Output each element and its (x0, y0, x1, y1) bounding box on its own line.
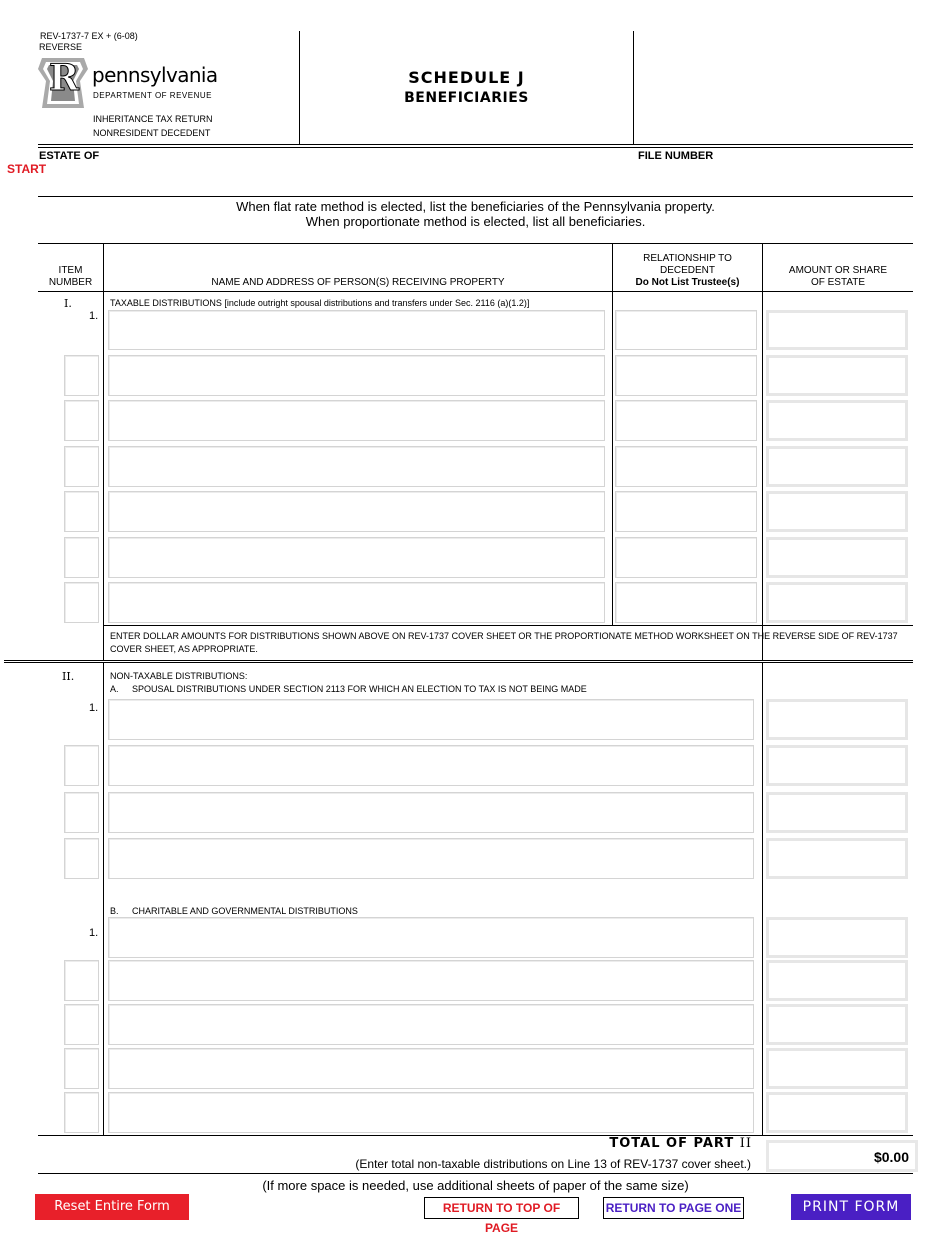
part2b-amount-input[interactable] (766, 960, 908, 1001)
part2-numeral: II. (62, 670, 75, 683)
part2-sub-a-title: SPOUSAL DISTRIBUTIONS UNDER SECTION 2113 FOR WHICH AN ELECTION TO TAX IS NOT BEING MADE (132, 684, 587, 694)
part2b-name-input[interactable] (108, 917, 754, 958)
instructions (38, 199, 913, 229)
part2b-amount-input[interactable] (766, 1092, 908, 1133)
part2a-amount-input[interactable] (766, 838, 908, 879)
total-amount-field[interactable] (766, 1140, 918, 1172)
part1-name-input[interactable] (108, 355, 605, 396)
part1-relationship-input[interactable] (615, 446, 757, 487)
total-amount-value: $0.00 (873, 1149, 909, 1165)
total-note: (Enter total non-taxable distributions on Line 13 of REV-1737 cover sheet.) (355, 1157, 751, 1171)
part1-amount-input[interactable] (766, 537, 908, 578)
part1-item-input[interactable] (64, 446, 99, 487)
part2-sub-b-title: CHARITABLE AND GOVERNMENTAL DISTRIBUTIONS (132, 906, 358, 916)
logo-department: DEPARTMENT OF REVENUE (93, 91, 212, 100)
part1-numeral: I. (64, 297, 72, 310)
part1-title: TAXABLE DISTRIBUTIONS [include outright spousal distributions and transfers under Sec. 2116 (a)(1.2)] (110, 298, 530, 308)
total-label: TOTAL OF PART II (609, 1136, 752, 1151)
part1-name-input[interactable] (108, 446, 605, 487)
return-type-line1: INHERITANCE TAX RETURN (93, 114, 213, 124)
part2a-amount-input[interactable] (766, 699, 908, 740)
estate-of-label: ESTATE OF (39, 150, 100, 162)
return-type-line2: NONRESIDENT DECEDENT (93, 128, 211, 138)
part2-sub-a-letter: A. (110, 684, 119, 694)
return-to-top-button[interactable]: RETURN TO TOP OF PAGE (424, 1197, 579, 1219)
part2a-name-input[interactable] (108, 838, 754, 879)
part1-relationship-input[interactable] (615, 400, 757, 441)
part1-relationship-input[interactable] (615, 491, 757, 532)
logo-letter: R (49, 57, 79, 99)
return-to-page-one-button[interactable]: RETURN TO PAGE ONE (603, 1197, 744, 1219)
part2b-amount-input[interactable] (766, 1004, 908, 1045)
part1-name-input[interactable] (108, 537, 605, 578)
part2b-item-input[interactable] (64, 1048, 99, 1089)
part1-relationship-input[interactable] (615, 537, 757, 578)
part2b-item-input[interactable] (64, 1004, 99, 1045)
part2-b-item-number: 1. (89, 927, 99, 939)
part2b-name-input[interactable] (108, 1092, 754, 1133)
part2b-name-input[interactable] (108, 960, 754, 1001)
logo-name: pennsylvania (92, 63, 218, 87)
schedule-subtitle: BENEFICIARIES (404, 90, 529, 106)
more-space-note: (If more space is needed, use additional sheets of paper of the same size) (262, 1178, 689, 1193)
part1-relationship-input[interactable] (615, 355, 757, 396)
part1-note: ENTER DOLLAR AMOUNTS FOR DISTRIBUTIONS SHOWN ABOVE ON REV-1737 COVER SHEET OR THE PROPORTIONATE METHOD WORKSHEET ON THE REVERSE SIDE OF REV-1737 COVER SHEET, AS APPROPRIATE. (110, 631, 898, 654)
part1-item-input[interactable] (64, 355, 99, 396)
part1-amount-input[interactable] (766, 491, 908, 532)
part2b-item-input[interactable] (64, 1092, 99, 1133)
instructions-line2: When proportionate method is elected, list all beneficiaries. (305, 214, 646, 229)
part1-amount-input[interactable] (766, 446, 908, 487)
part2a-name-input[interactable] (108, 792, 754, 833)
part1-relationship-input[interactable] (615, 582, 757, 623)
print-form-button[interactable]: PRINT FORM (791, 1194, 911, 1220)
part1-item-input[interactable] (64, 491, 99, 532)
part1-amount-input[interactable] (766, 355, 908, 396)
schedule-title: SCHEDULE J (408, 68, 525, 87)
part2b-amount-input[interactable] (766, 917, 908, 958)
part2a-name-input[interactable] (108, 745, 754, 786)
start-marker[interactable]: START (7, 162, 47, 176)
item-number-header: ITEM NUMBER (48, 265, 93, 288)
part2a-amount-input[interactable] (766, 792, 908, 833)
amount-share-header: AMOUNT OR SHARE OF ESTATE (788, 265, 888, 288)
part2-title: NON-TAXABLE DISTRIBUTIONS: (110, 671, 248, 681)
part2b-name-input[interactable] (108, 1048, 754, 1089)
part1-item-input[interactable] (64, 582, 99, 623)
part1-item-input[interactable] (64, 537, 99, 578)
instructions-line1: When flat rate method is elected, list the beneficiaries of the Pennsylvania property. (236, 199, 715, 214)
relationship-header: RELATIONSHIP TO DECEDENT Do Not List Trustee(s) (635, 253, 740, 288)
part1-item-input[interactable] (64, 400, 99, 441)
reverse-label: REVERSE (39, 42, 83, 52)
part1-name-input[interactable] (108, 310, 605, 350)
part1-name-input[interactable] (108, 400, 605, 441)
form-code: REV-1737-7 EX + (6-08) (40, 31, 138, 41)
part1-amount-input[interactable] (766, 400, 908, 441)
part1-name-input[interactable] (108, 491, 605, 532)
part2a-item-input[interactable] (64, 745, 99, 786)
reset-form-button[interactable]: Reset Entire Form (35, 1194, 189, 1220)
part2b-item-input[interactable] (64, 960, 99, 1001)
part1-item-number: 1. (89, 310, 99, 322)
part1-name-input[interactable] (108, 582, 605, 623)
part2-a-item-number: 1. (89, 702, 99, 714)
part1-amount-input[interactable] (766, 310, 908, 350)
file-number-label: FILE NUMBER (638, 150, 714, 162)
part2b-amount-input[interactable] (766, 1048, 908, 1089)
name-address-header: NAME AND ADDRESS OF PERSON(S) RECEIVING PROPERTY (211, 277, 505, 288)
part2b-name-input[interactable] (108, 1004, 754, 1045)
part2-sub-b-letter: B. (110, 906, 119, 916)
part1-relationship-input[interactable] (615, 310, 757, 350)
part1-amount-input[interactable] (766, 582, 908, 623)
part2a-amount-input[interactable] (766, 745, 908, 786)
part2a-name-input[interactable] (108, 699, 754, 740)
part2a-item-input[interactable] (64, 838, 99, 879)
part2a-item-input[interactable] (64, 792, 99, 833)
